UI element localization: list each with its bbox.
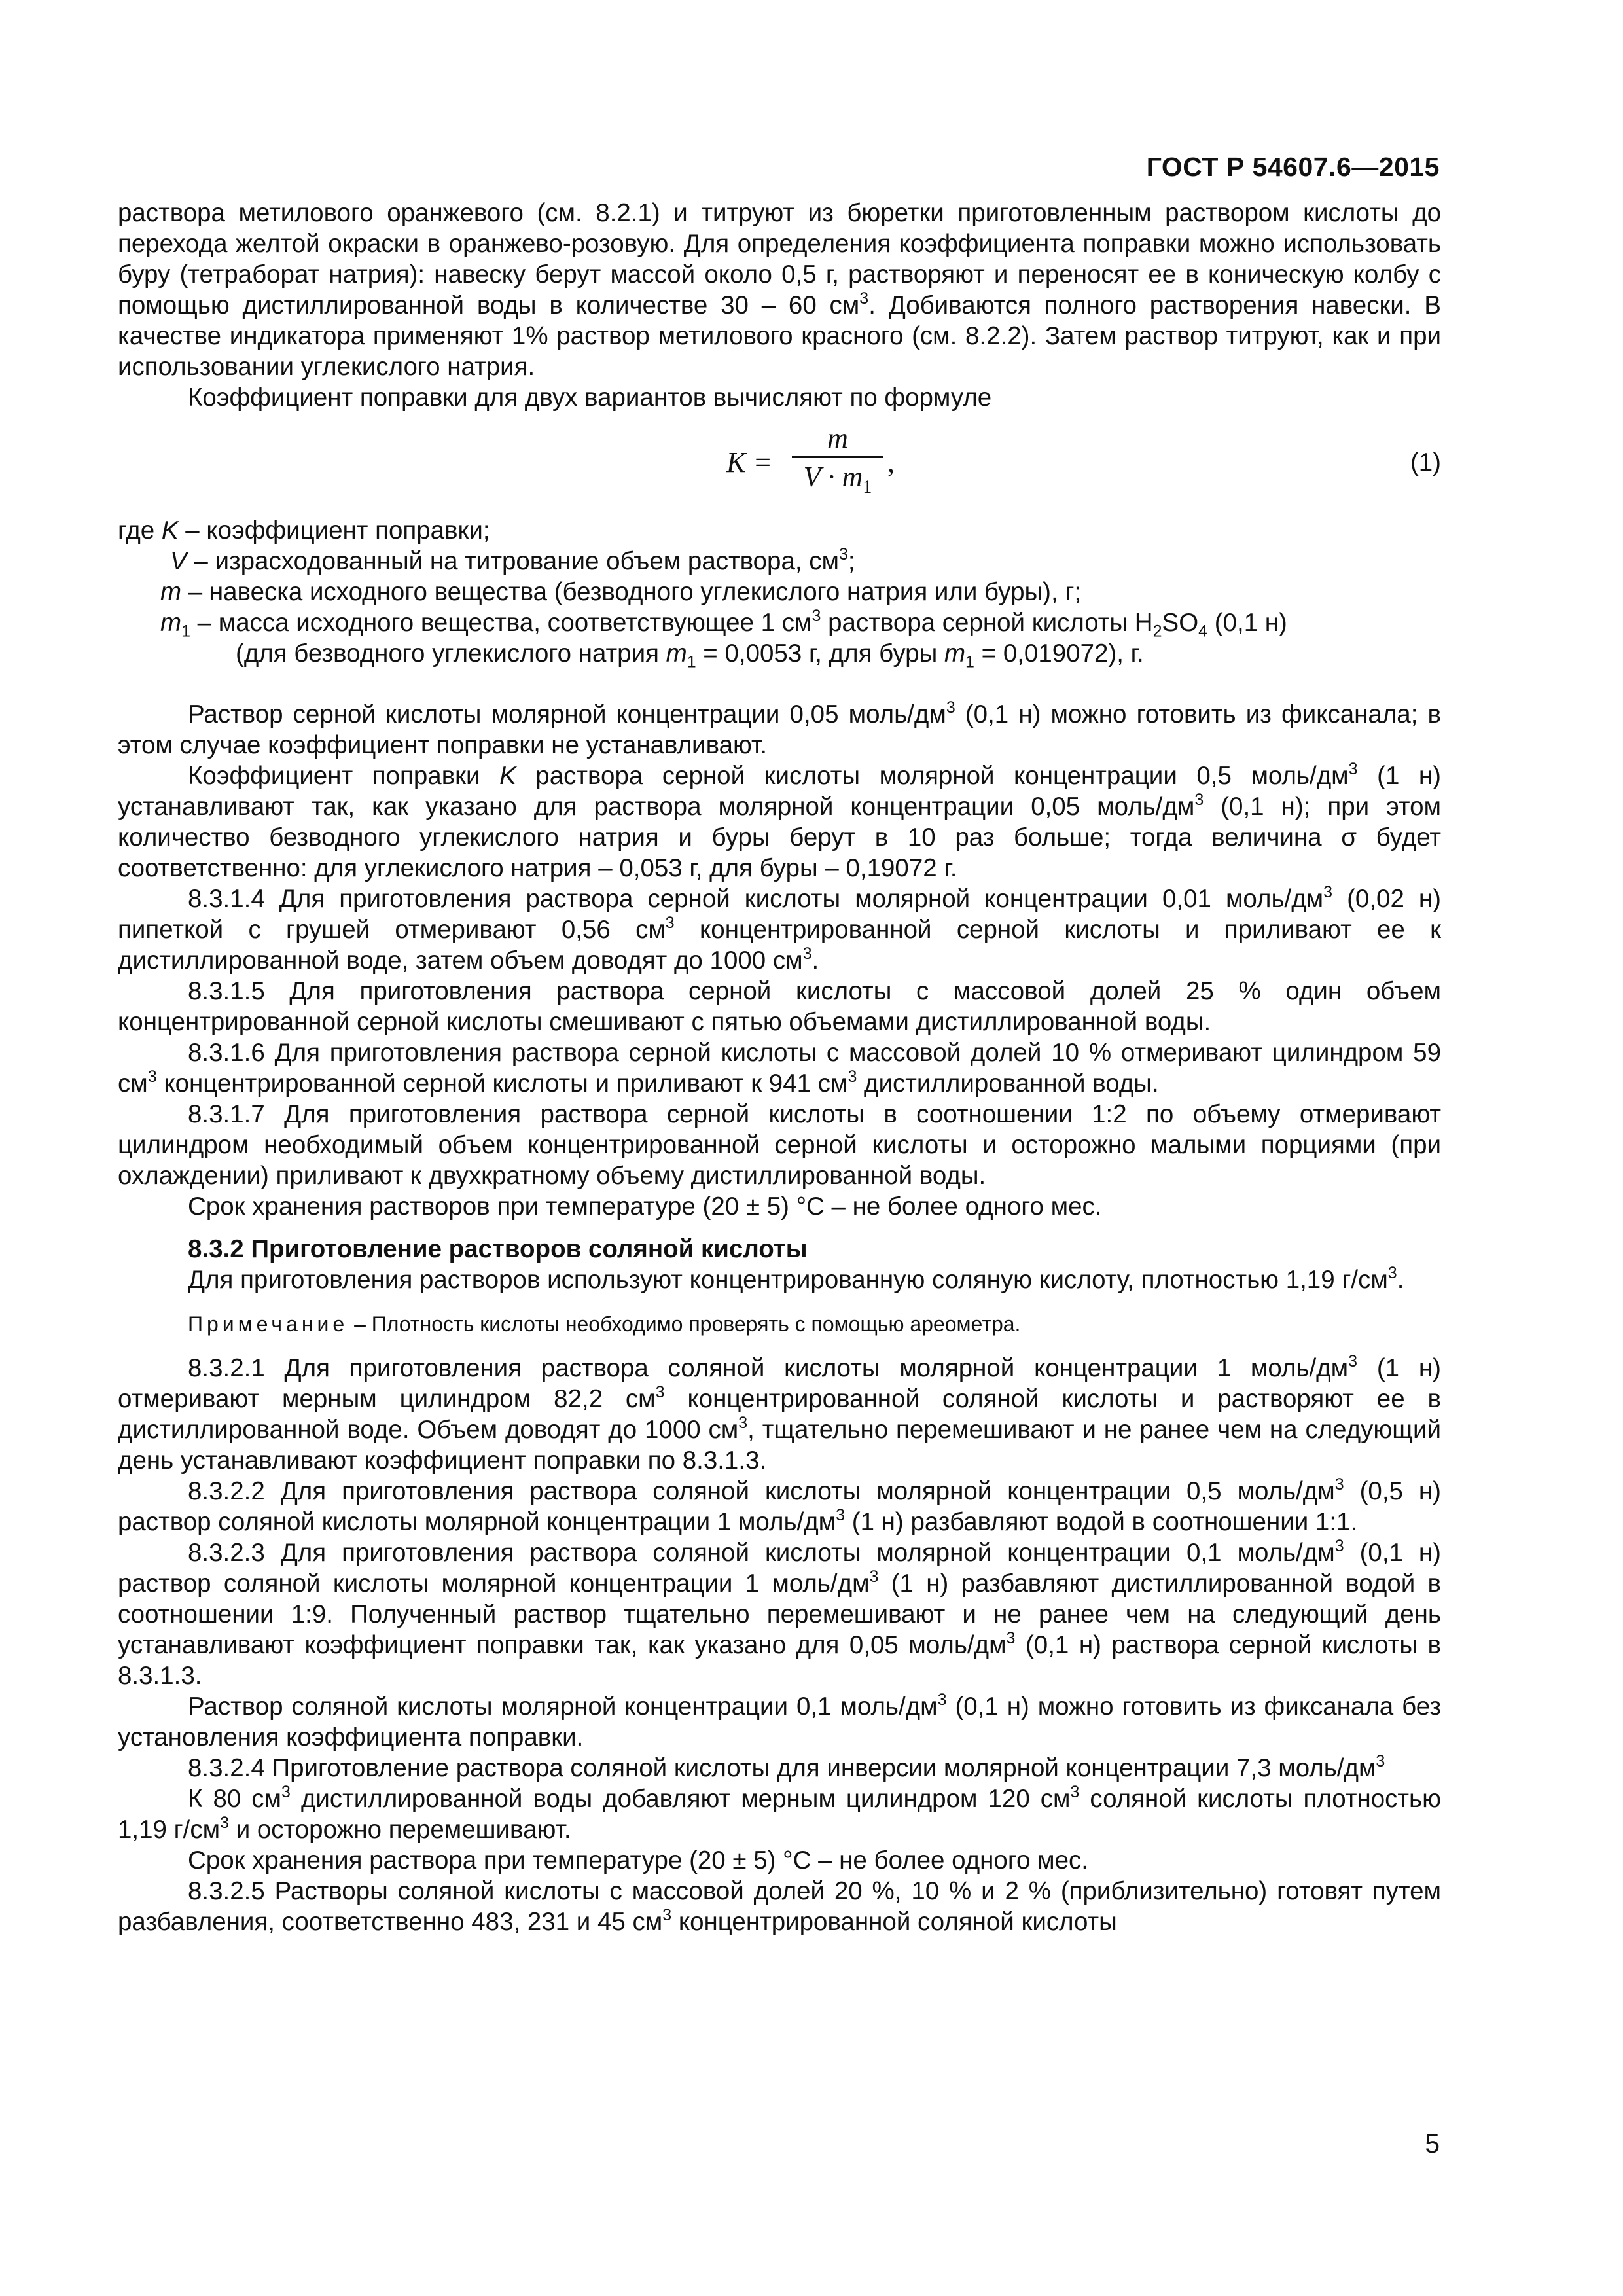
formula-lhs: K =: [726, 446, 773, 478]
paragraph-8-3-1-7: 8.3.1.7 Для приготовления раствора серной кислоты в соотношении 1:2 по объему отмеривают цилиндром необходимый объем концентрированной серной кислоты и осторожно малыми порциями (при охлаждении) приливают к двухкратному объему дистиллированной воды.: [118, 1100, 1441, 1190]
note-label: Примечание: [188, 1312, 349, 1336]
paragraph-inversion-mix: К 80 $см^3$ дистиллированной воды добавляют мерным цилиндром 120 $см^3$ соляной кислоты плотностью 1,19 $г/см^3$ и осторожно перемешивают.: [118, 1783, 1441, 1844]
formula-definitions: [118, 515, 1441, 672]
paragraph-8-3-1-6: 8.3.1.6 Для приготовления раствора серной кислоты с массовой долей 10 % отмеривают цилиндром 59 $см^3$ концентрированной серной кислоты и приливают к 941 $см^3$ дистиллированной воды.: [118, 1039, 1441, 1098]
formula-block: [118, 416, 1441, 509]
formula-denominator: $V \cdot m_1$: [803, 461, 872, 497]
paragraph-8-3-2-1: 8.3.2.1 Для приготовления раствора соляной кислоты молярной концентрации 1 моль/$дм^3$ (1 н) отмеривают мерным цилиндром 82,2 $см^3$ концентрированной соляной кислоты и растворяют ее в дистиллированной воде. Объем доводят до 1000 $см^3$, тщательно перемешивают и не ранее чем на следующий день устанавливают коэффициент поправки по 8.3.1.3.: [118, 1352, 1441, 1475]
definition-m: m – навеска исходного вещества (безводного углекислого натрия или буры), г;: [160, 578, 1082, 606]
paragraph-fixanal: Раствор серной кислоты молярной концентрации 0,05 моль/$дм^3$ (0,1 н) можно готовить из фиксанала; в этом случае коэффициент поправки не устанавливают.: [118, 698, 1441, 759]
paragraph-storage-2: Срок хранения раствора при температуре (20 ± 5) °С – не более одного мес.: [188, 1846, 1088, 1874]
formula-fraction: [792, 421, 883, 496]
paragraph-correction-05: Коэффициент поправки K раствора серной кислоты молярной концентрации 0,5 моль/$дм^3$ (1 н) устанавливают так, как указано для раствора молярной концентрации 0,05 моль/$дм^3$ (0,1 н); при этом количество безводного углекислого натрия и буры берут в 10 раз больше; тогда величина σ будет соответственно: для углекислого натрия – 0,053 г, для буры – 0,19072 г.: [118, 760, 1441, 882]
paragraph-8-3-1-5: 8.3.1.5 Для приготовления раствора серной кислоты с массовой долей 25 % один объем концентрированной серной кислоты смешивают с пятью объемами дистиллированной воды.: [118, 977, 1441, 1036]
section-heading-8-3-2: 8.3.2 Приготовление растворов соляной кислоты: [188, 1235, 808, 1263]
paragraph-hcl-density: Для приготовления растворов используют концентрированную соляную кислоту, плотностью 1,19 $г/см^3$.: [188, 1264, 1404, 1294]
document-code: ГОСТ Р 54607.6—2015: [1146, 152, 1440, 182]
paragraph-8-3-2-5: 8.3.2.5 Растворы соляной кислоты с массовой долей 20 %, 10 % и 2 % (приблизительно) готовят путем разбавления, соответственно 483, 231 и 45 $см^3$ концентрированной соляной кислоты: [118, 1877, 1441, 1936]
paragraph-storage-1: Срок хранения растворов при температуре (20 ± 5) °С – не более одного мес.: [188, 1193, 1102, 1221]
paragraph-8-3-2-2: 8.3.2.2 Для приготовления раствора соляной кислоты молярной концентрации 0,5 моль/$дм^3$ (0,5 н) раствор соляной кислоты молярной концентрации 1 моль/$дм^3$ (1 н) разбавляют водой в соотношении 1:1.: [118, 1475, 1441, 1536]
paragraph-8-3-2-4: 8.3.2.4 Приготовление раствора соляной кислоты для инверсии молярной концентрации 7,3 моль/$дм^3$: [188, 1752, 1385, 1782]
paragraph-8-3-2-3: 8.3.2.3 Для приготовления раствора соляной кислоты молярной концентрации 0,1 моль/$дм^3$ (0,1 н) раствор соляной кислоты молярной концентрации 1 моль/$дм^3$ (1 н) разбавляют дистиллированной водой в соотношении 1:9. Полученный раствор тщательно перемешивают и не ранее чем на следующий день устанавливают коэффициент поправки так, как указано для 0,05 моль/$дм^3$ (0,1 н) раствора серной кислоты в 8.3.1.3.: [118, 1537, 1441, 1690]
paragraph-8-3-1-4: 8.3.1.4 Для приготовления раствора серной кислоты молярной концентрации 0,01 моль/$дм^3$ (0,02 н) пипеткой с грушей отмеривают 0,56 $см^3$ концентрированной серной кислоты и приливают ее к дистиллированной воде, затем объем доводят до 1000 $см^3$.: [118, 883, 1441, 975]
note: Примечание – Плотность кислоты необходимо проверять с помощью ареометра.: [188, 1312, 1021, 1336]
definition-v: V – израсходованный на титрование объем раствора, $см^3$;: [170, 545, 855, 575]
formula-numerator: m: [827, 422, 848, 454]
definition-m1-values: (для безводного углекислого натрия $m_1 = 0,0053$ г, для буры $m_1 = 0,019072$), г.: [236, 639, 1144, 672]
paragraph-hcl-fixanal: Раствор соляной кислоты молярной концентрации 0,1 моль/$дм^3$ (0,1 н) можно готовить из фиксанала без установления коэффициента поправки.: [118, 1691, 1441, 1751]
formula-comma: ,: [887, 446, 895, 478]
definition-k: где K – коэффициент поправки;: [118, 516, 490, 545]
page-number: 5: [1425, 2128, 1440, 2159]
paragraph-formula-intro: Коэффициент поправки для двух вариантов вычисляют по формуле: [188, 384, 992, 412]
document-body: [118, 198, 1441, 1937]
paragraph-borax-method: раствора метилового оранжевого (см. 8.2.1) и титруют из бюретки приготовленным раствором кислоты до перехода желтой окраски в оранжево-розовую. Для определения коэффициента поправки можно использовать буру (тетраборат натрия): навеску берут массой около 0,5 г, растворяют и переносят ее в коническую колбу с помощью дистиллированной воды в количестве 30 – 60 $см^3$. Добиваются полного растворения навески. В качестве индикатора применяют 1% раствор метилового красного (см. 8.2.2). Затем раствор титруют, как и при использовании углекислого натрия.: [118, 199, 1441, 381]
definition-m1: $m_1$ – масса исходного вещества, соответствующее 1 $см^3$ раствора серной кислоты $H_2SO_4$ (0,1 н): [160, 607, 1287, 641]
formula-number: (1): [1410, 448, 1441, 476]
